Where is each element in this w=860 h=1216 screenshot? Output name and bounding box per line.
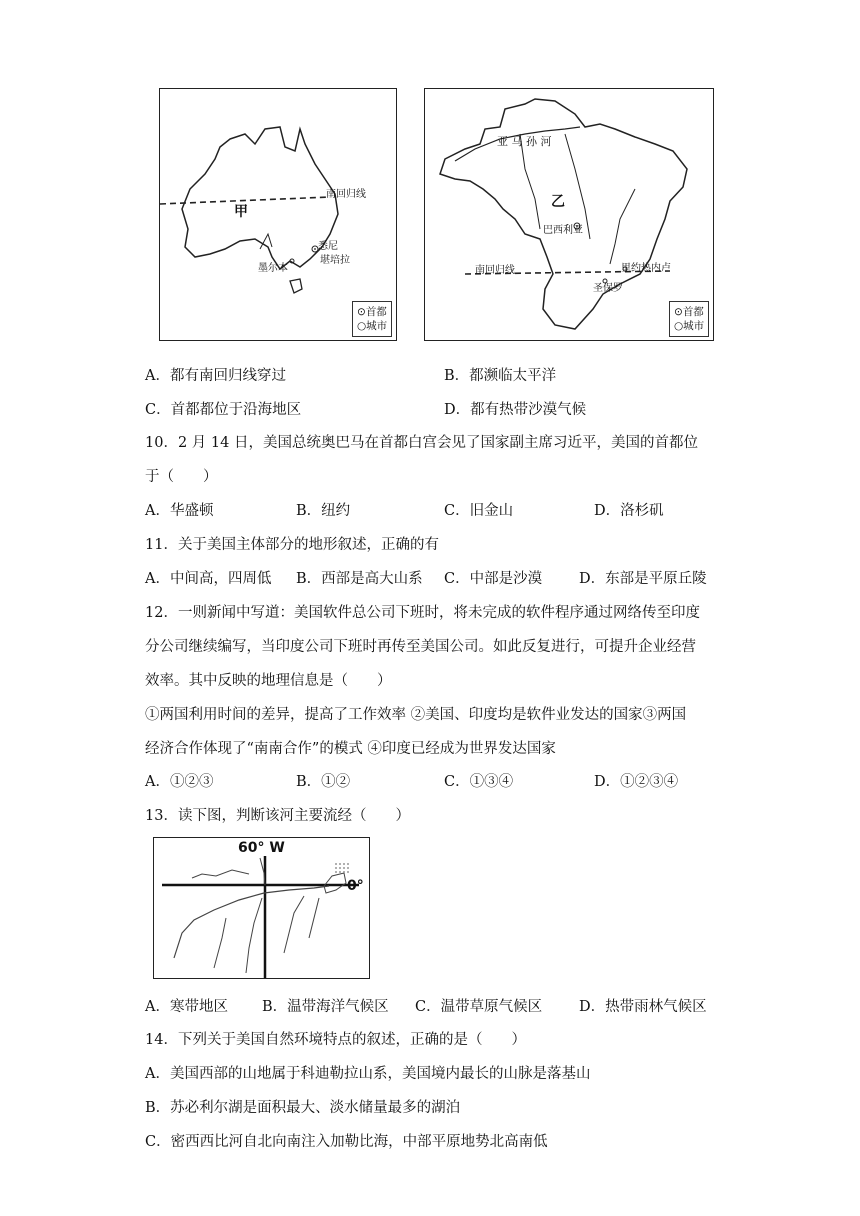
q11-option-b[interactable]: B．西部是高大山系 bbox=[296, 571, 423, 587]
tropic-label: 南回归线 bbox=[475, 265, 515, 276]
q12-option-a[interactable]: A．①②③ bbox=[145, 774, 214, 790]
river-map-drawing bbox=[154, 838, 369, 978]
melbourne-label: 墨尔本 bbox=[258, 263, 288, 274]
q11-stem: 11．关于美国主体部分的地形叙述，正确的有 bbox=[145, 537, 439, 553]
legend-city: ○城市 bbox=[357, 320, 388, 332]
q9-option-b[interactable]: B．都濒临太平洋 bbox=[444, 368, 557, 384]
equator-label: 0° bbox=[347, 878, 364, 894]
q10-stem-line-1: 10．2 月 14 日，美国总统奥巴马在首都白宫会见了国家副主席习近平，美国的首都位 bbox=[145, 435, 698, 451]
brazil-map bbox=[424, 88, 714, 341]
brasilia-label: 巴西利亚 bbox=[543, 225, 583, 236]
q11-option-d[interactable]: D．东部是平原丘陵 bbox=[579, 571, 707, 587]
brazil-legend bbox=[669, 301, 709, 337]
q13-option-d[interactable]: D．热带雨林气候区 bbox=[579, 999, 707, 1015]
region-label-jia: 甲 bbox=[234, 204, 248, 220]
sydney-label: 悉尼 bbox=[318, 241, 338, 252]
q12-option-c[interactable]: C．①③④ bbox=[444, 774, 514, 790]
q12-option-b[interactable]: B．①② bbox=[296, 774, 351, 790]
amazon-river-label: 亚 马 孙 河 bbox=[497, 135, 552, 148]
river-map bbox=[153, 837, 370, 979]
q9-option-a[interactable]: A．都有南回归线穿过 bbox=[145, 368, 286, 384]
legend-capital: ⊙首都 bbox=[357, 306, 387, 318]
australia-legend bbox=[352, 301, 392, 337]
legend-city: ○城市 bbox=[674, 320, 705, 332]
q13-stem: 13．读下图，判断该河主要流经（ ） bbox=[145, 808, 410, 824]
q12-stem-line-2: 分公司继续编写，当印度公司下班时再传至美国公司。如此反复进行，可提升企业经营 bbox=[145, 639, 696, 655]
q13-option-c[interactable]: C．温带草原气候区 bbox=[415, 999, 543, 1015]
australia-map bbox=[159, 88, 397, 341]
q14-option-b[interactable]: B．苏必利尔湖是面积最大、淡水储量最多的湖泊 bbox=[145, 1100, 461, 1116]
q11-option-a[interactable]: A．中间高，四周低 bbox=[145, 571, 272, 587]
region-label-yi: 乙 bbox=[551, 194, 565, 210]
legend-capital: ⊙首都 bbox=[674, 306, 704, 318]
q9-option-d[interactable]: D．都有热带沙漠气候 bbox=[444, 402, 587, 418]
longitude-label: 60° W bbox=[238, 840, 285, 856]
q12-statements-line-2: 经济合作体现了“南南合作”的模式 ④印度已经成为世界发达国家 bbox=[145, 741, 556, 757]
q13-option-a[interactable]: A．寒带地区 bbox=[145, 999, 228, 1015]
q9-option-c[interactable]: C．首都都位于沿海地区 bbox=[145, 402, 302, 418]
q12-stem-line-3: 效率。其中反映的地理信息是（ ） bbox=[145, 673, 392, 689]
q12-statements-line-1: ①两国利用时间的差异，提高了工作效率 ②美国、印度均是软件业发达的国家③两国 bbox=[145, 707, 687, 723]
q14-option-c[interactable]: C．密西西比河自北向南注入加勒比海，中部平原地势北高南低 bbox=[145, 1134, 548, 1150]
q10-option-a[interactable]: A．华盛顿 bbox=[145, 503, 214, 519]
q12-option-d[interactable]: D．①②③④ bbox=[594, 774, 679, 790]
q13-option-b[interactable]: B．温带海洋气候区 bbox=[262, 999, 389, 1015]
q10-option-c[interactable]: C．旧金山 bbox=[444, 503, 514, 519]
rio-label: 里约热内卢 bbox=[621, 263, 671, 274]
tropic-label: 南回归线 bbox=[326, 189, 366, 200]
q10-stem-line-2: 于（ ） bbox=[145, 469, 218, 485]
q14-stem: 14．下列关于美国自然环境特点的叙述，正确的是（ ） bbox=[145, 1032, 526, 1048]
canberra-label: 堪培拉 bbox=[320, 255, 350, 266]
q10-option-b[interactable]: B．纽约 bbox=[296, 503, 351, 519]
q14-option-a[interactable]: A．美国西部的山地属于科迪勒拉山系，美国境内最长的山脉是落基山 bbox=[145, 1066, 591, 1082]
q11-option-c[interactable]: C．中部是沙漠 bbox=[444, 571, 543, 587]
q10-option-d[interactable]: D．洛杉矶 bbox=[594, 503, 664, 519]
q12-stem-line-1: 12．一则新闻中写道：美国软件总公司下班时，将未完成的软件程序通过网络传至印度 bbox=[145, 605, 700, 621]
saopaulo-label: 圣保罗 bbox=[593, 283, 623, 294]
